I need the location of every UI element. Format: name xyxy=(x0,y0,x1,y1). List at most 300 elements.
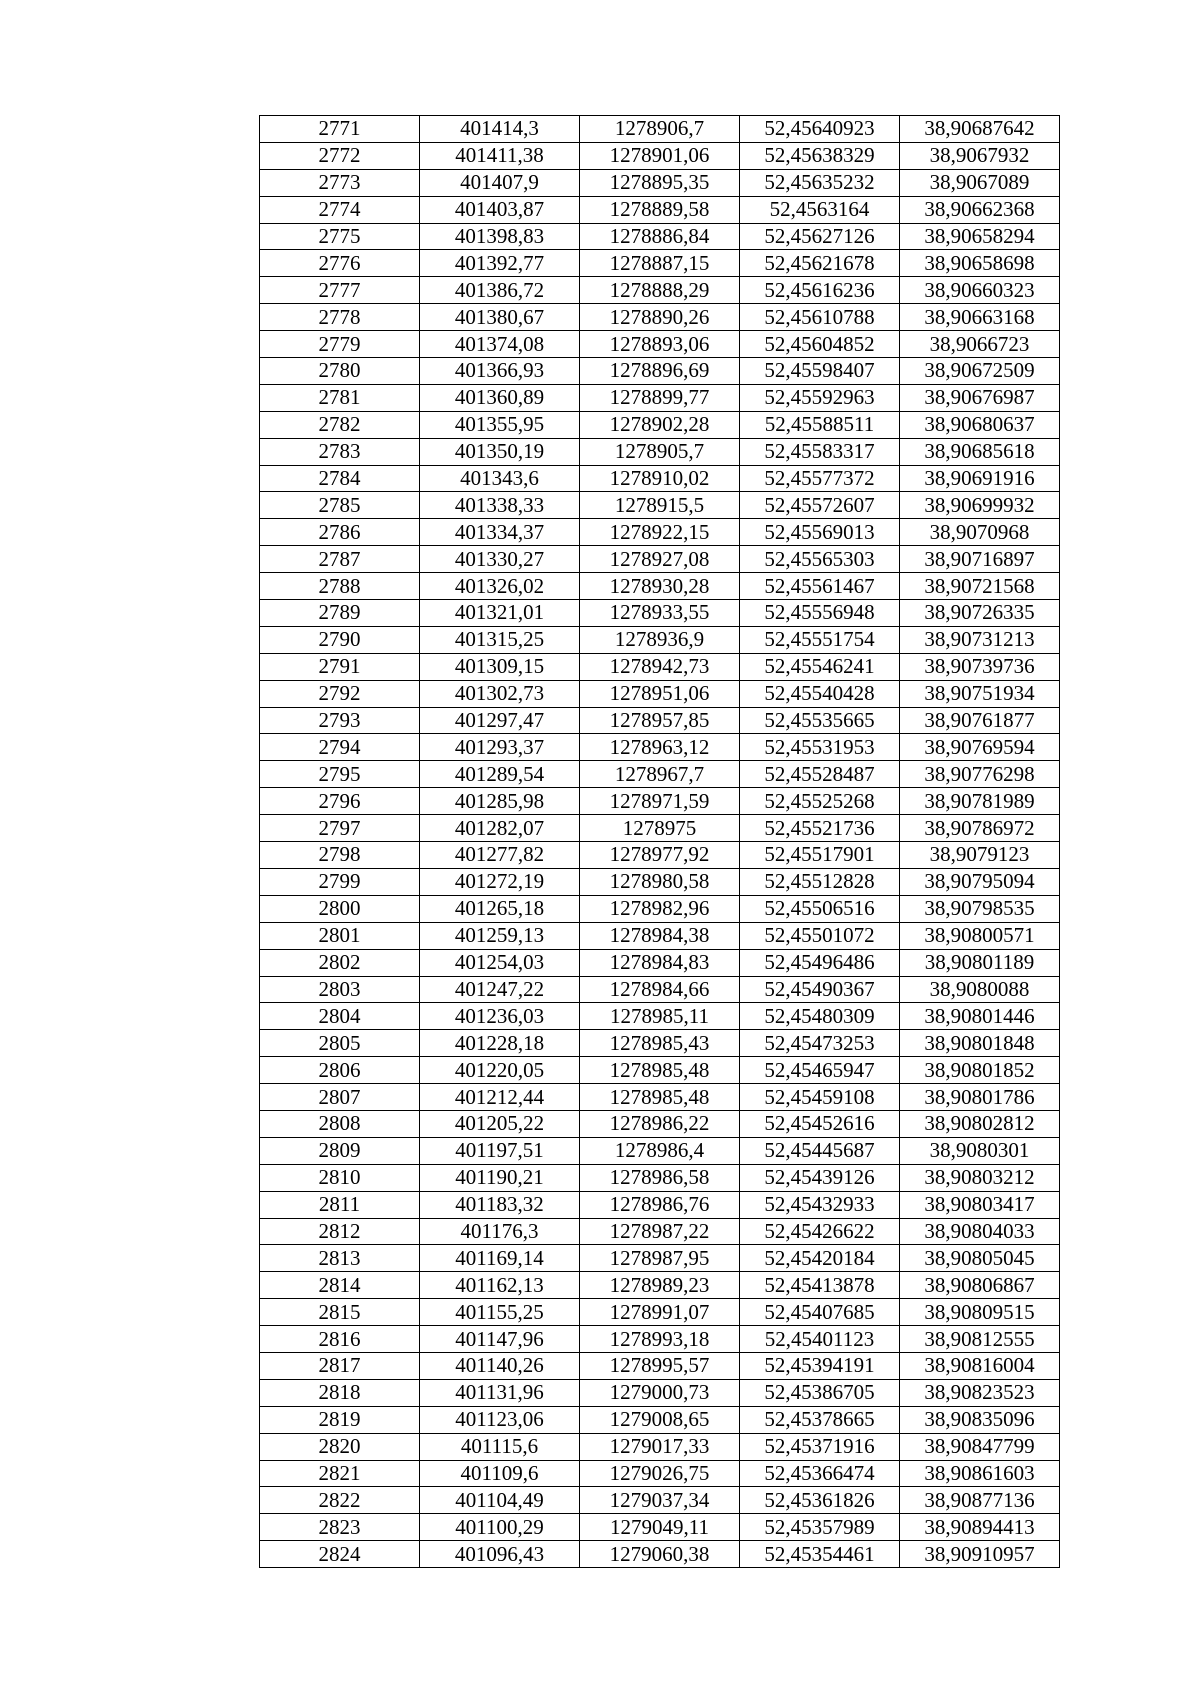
x-coordinate-cell: 401360,89 xyxy=(420,384,580,411)
longitude-cell: 38,90786972 xyxy=(900,815,1060,842)
point-number-cell: 2799 xyxy=(260,868,420,895)
longitude-cell: 38,90800571 xyxy=(900,922,1060,949)
table-row xyxy=(260,1191,1060,1218)
longitude-cell: 38,90806867 xyxy=(900,1272,1060,1299)
y-coordinate-cell: 1278989,23 xyxy=(580,1272,740,1299)
point-number-cell: 2812 xyxy=(260,1218,420,1245)
longitude-cell: 38,90801446 xyxy=(900,1003,1060,1030)
x-coordinate-cell: 401220,05 xyxy=(420,1057,580,1084)
y-coordinate-cell: 1278977,92 xyxy=(580,842,740,869)
table-row xyxy=(260,1030,1060,1057)
x-coordinate-cell: 401326,02 xyxy=(420,573,580,600)
y-coordinate-cell: 1278936,9 xyxy=(580,626,740,653)
y-coordinate-cell: 1278915,5 xyxy=(580,492,740,519)
x-coordinate-cell: 401176,3 xyxy=(420,1218,580,1245)
y-coordinate-cell: 1278896,69 xyxy=(580,358,740,385)
point-number-cell: 2805 xyxy=(260,1030,420,1057)
x-coordinate-cell: 401259,13 xyxy=(420,922,580,949)
longitude-cell: 38,90816004 xyxy=(900,1352,1060,1379)
latitude-cell: 52,45521736 xyxy=(740,815,900,842)
y-coordinate-cell: 1278906,7 xyxy=(580,116,740,143)
latitude-cell: 52,45546241 xyxy=(740,653,900,680)
y-coordinate-cell: 1278985,43 xyxy=(580,1030,740,1057)
latitude-cell: 52,45354461 xyxy=(740,1541,900,1568)
table-row xyxy=(260,1514,1060,1541)
x-coordinate-cell: 401277,82 xyxy=(420,842,580,869)
point-number-cell: 2800 xyxy=(260,895,420,922)
x-coordinate-cell: 401205,22 xyxy=(420,1110,580,1137)
x-coordinate-cell: 401247,22 xyxy=(420,976,580,1003)
point-number-cell: 2775 xyxy=(260,223,420,250)
table-row xyxy=(260,1218,1060,1245)
x-coordinate-cell: 401330,27 xyxy=(420,546,580,573)
latitude-cell: 52,45371916 xyxy=(740,1433,900,1460)
longitude-cell: 38,90801848 xyxy=(900,1030,1060,1057)
latitude-cell: 52,45394191 xyxy=(740,1352,900,1379)
y-coordinate-cell: 1278905,7 xyxy=(580,438,740,465)
point-number-cell: 2783 xyxy=(260,438,420,465)
latitude-cell: 52,45517901 xyxy=(740,842,900,869)
latitude-cell: 52,45583317 xyxy=(740,438,900,465)
longitude-cell: 38,9066723 xyxy=(900,331,1060,358)
x-coordinate-cell: 401366,93 xyxy=(420,358,580,385)
point-number-cell: 2823 xyxy=(260,1514,420,1541)
table-row xyxy=(260,1433,1060,1460)
x-coordinate-cell: 401374,08 xyxy=(420,331,580,358)
table-row xyxy=(260,573,1060,600)
point-number-cell: 2803 xyxy=(260,976,420,1003)
table-row xyxy=(260,116,1060,143)
point-number-cell: 2816 xyxy=(260,1326,420,1353)
longitude-cell: 38,9067089 xyxy=(900,169,1060,196)
x-coordinate-cell: 401350,19 xyxy=(420,438,580,465)
y-coordinate-cell: 1278887,15 xyxy=(580,250,740,277)
x-coordinate-cell: 401096,43 xyxy=(420,1541,580,1568)
longitude-cell: 38,9079123 xyxy=(900,842,1060,869)
point-number-cell: 2796 xyxy=(260,788,420,815)
point-number-cell: 2786 xyxy=(260,519,420,546)
point-number-cell: 2791 xyxy=(260,653,420,680)
x-coordinate-cell: 401236,03 xyxy=(420,1003,580,1030)
latitude-cell: 52,45357989 xyxy=(740,1514,900,1541)
longitude-cell: 38,90910957 xyxy=(900,1541,1060,1568)
table-row xyxy=(260,492,1060,519)
y-coordinate-cell: 1279017,33 xyxy=(580,1433,740,1460)
y-coordinate-cell: 1279008,65 xyxy=(580,1406,740,1433)
longitude-cell: 38,90685618 xyxy=(900,438,1060,465)
latitude-cell: 52,45577372 xyxy=(740,465,900,492)
latitude-cell: 52,45501072 xyxy=(740,922,900,949)
longitude-cell: 38,90877136 xyxy=(900,1487,1060,1514)
table-row xyxy=(260,465,1060,492)
x-coordinate-cell: 401104,49 xyxy=(420,1487,580,1514)
latitude-cell: 52,45535665 xyxy=(740,707,900,734)
x-coordinate-cell: 401212,44 xyxy=(420,1084,580,1111)
x-coordinate-cell: 401414,3 xyxy=(420,116,580,143)
table-row xyxy=(260,519,1060,546)
table-row xyxy=(260,1487,1060,1514)
longitude-cell: 38,90761877 xyxy=(900,707,1060,734)
longitude-cell: 38,90691916 xyxy=(900,465,1060,492)
x-coordinate-cell: 401392,77 xyxy=(420,250,580,277)
point-number-cell: 2778 xyxy=(260,304,420,331)
longitude-cell: 38,90798535 xyxy=(900,895,1060,922)
x-coordinate-cell: 401147,96 xyxy=(420,1326,580,1353)
longitude-cell: 38,90801852 xyxy=(900,1057,1060,1084)
table-row xyxy=(260,1057,1060,1084)
x-coordinate-cell: 401289,54 xyxy=(420,761,580,788)
longitude-cell: 38,90699932 xyxy=(900,492,1060,519)
latitude-cell: 52,45531953 xyxy=(740,734,900,761)
point-number-cell: 2814 xyxy=(260,1272,420,1299)
table-row xyxy=(260,1245,1060,1272)
x-coordinate-cell: 401197,51 xyxy=(420,1137,580,1164)
latitude-cell: 52,45592963 xyxy=(740,384,900,411)
table-row xyxy=(260,895,1060,922)
y-coordinate-cell: 1278910,02 xyxy=(580,465,740,492)
table-row xyxy=(260,1110,1060,1137)
point-number-cell: 2824 xyxy=(260,1541,420,1568)
point-number-cell: 2798 xyxy=(260,842,420,869)
longitude-cell: 38,90721568 xyxy=(900,573,1060,600)
x-coordinate-cell: 401183,32 xyxy=(420,1191,580,1218)
point-number-cell: 2780 xyxy=(260,358,420,385)
y-coordinate-cell: 1278930,28 xyxy=(580,573,740,600)
point-number-cell: 2810 xyxy=(260,1164,420,1191)
coordinates-table xyxy=(259,115,1060,1568)
point-number-cell: 2809 xyxy=(260,1137,420,1164)
latitude-cell: 52,45445687 xyxy=(740,1137,900,1164)
table-row xyxy=(260,277,1060,304)
latitude-cell: 52,45401123 xyxy=(740,1326,900,1353)
table-row xyxy=(260,196,1060,223)
y-coordinate-cell: 1278986,4 xyxy=(580,1137,740,1164)
longitude-cell: 38,90672509 xyxy=(900,358,1060,385)
x-coordinate-cell: 401265,18 xyxy=(420,895,580,922)
latitude-cell: 52,45420184 xyxy=(740,1245,900,1272)
longitude-cell: 38,90795094 xyxy=(900,868,1060,895)
latitude-cell: 52,45480309 xyxy=(740,1003,900,1030)
latitude-cell: 52,45452616 xyxy=(740,1110,900,1137)
point-number-cell: 2779 xyxy=(260,331,420,358)
point-number-cell: 2774 xyxy=(260,196,420,223)
longitude-cell: 38,90781989 xyxy=(900,788,1060,815)
longitude-cell: 38,90663168 xyxy=(900,304,1060,331)
latitude-cell: 52,4563164 xyxy=(740,196,900,223)
y-coordinate-cell: 1278890,26 xyxy=(580,304,740,331)
point-number-cell: 2777 xyxy=(260,277,420,304)
table-row xyxy=(260,304,1060,331)
longitude-cell: 38,9070968 xyxy=(900,519,1060,546)
y-coordinate-cell: 1278987,95 xyxy=(580,1245,740,1272)
x-coordinate-cell: 401297,47 xyxy=(420,707,580,734)
table-row xyxy=(260,331,1060,358)
x-coordinate-cell: 401355,95 xyxy=(420,411,580,438)
latitude-cell: 52,45366474 xyxy=(740,1460,900,1487)
longitude-cell: 38,90680637 xyxy=(900,411,1060,438)
table-row xyxy=(260,626,1060,653)
point-number-cell: 2821 xyxy=(260,1460,420,1487)
table-row xyxy=(260,358,1060,385)
table-row xyxy=(260,761,1060,788)
x-coordinate-cell: 401343,6 xyxy=(420,465,580,492)
y-coordinate-cell: 1278985,48 xyxy=(580,1057,740,1084)
x-coordinate-cell: 401228,18 xyxy=(420,1030,580,1057)
y-coordinate-cell: 1278986,58 xyxy=(580,1164,740,1191)
y-coordinate-cell: 1278991,07 xyxy=(580,1299,740,1326)
y-coordinate-cell: 1278975 xyxy=(580,815,740,842)
table-row xyxy=(260,1272,1060,1299)
x-coordinate-cell: 401272,19 xyxy=(420,868,580,895)
point-number-cell: 2790 xyxy=(260,626,420,653)
point-number-cell: 2802 xyxy=(260,949,420,976)
point-number-cell: 2793 xyxy=(260,707,420,734)
longitude-cell: 38,90847799 xyxy=(900,1433,1060,1460)
latitude-cell: 52,45565303 xyxy=(740,546,900,573)
point-number-cell: 2773 xyxy=(260,169,420,196)
point-number-cell: 2782 xyxy=(260,411,420,438)
table-row xyxy=(260,1299,1060,1326)
latitude-cell: 52,45627126 xyxy=(740,223,900,250)
y-coordinate-cell: 1278902,28 xyxy=(580,411,740,438)
table-row xyxy=(260,1406,1060,1433)
point-number-cell: 2784 xyxy=(260,465,420,492)
longitude-cell: 38,90676987 xyxy=(900,384,1060,411)
y-coordinate-cell: 1278984,66 xyxy=(580,976,740,1003)
longitude-cell: 38,90658698 xyxy=(900,250,1060,277)
point-number-cell: 2808 xyxy=(260,1110,420,1137)
longitude-cell: 38,90726335 xyxy=(900,600,1060,627)
x-coordinate-cell: 401315,25 xyxy=(420,626,580,653)
table-row xyxy=(260,1326,1060,1353)
x-coordinate-cell: 401302,73 xyxy=(420,680,580,707)
y-coordinate-cell: 1278967,7 xyxy=(580,761,740,788)
table-row xyxy=(260,1003,1060,1030)
latitude-cell: 52,45551754 xyxy=(740,626,900,653)
table-row xyxy=(260,976,1060,1003)
point-number-cell: 2772 xyxy=(260,142,420,169)
table-row xyxy=(260,1084,1060,1111)
table-row xyxy=(260,411,1060,438)
table-row xyxy=(260,1164,1060,1191)
longitude-cell: 38,90801786 xyxy=(900,1084,1060,1111)
x-coordinate-cell: 401190,21 xyxy=(420,1164,580,1191)
point-number-cell: 2818 xyxy=(260,1379,420,1406)
table-row xyxy=(260,142,1060,169)
table-row xyxy=(260,438,1060,465)
y-coordinate-cell: 1278985,11 xyxy=(580,1003,740,1030)
latitude-cell: 52,45496486 xyxy=(740,949,900,976)
longitude-cell: 38,90751934 xyxy=(900,680,1060,707)
table-row xyxy=(260,653,1060,680)
longitude-cell: 38,90803212 xyxy=(900,1164,1060,1191)
latitude-cell: 52,45572607 xyxy=(740,492,900,519)
longitude-cell: 38,9080088 xyxy=(900,976,1060,1003)
y-coordinate-cell: 1278980,58 xyxy=(580,868,740,895)
point-number-cell: 2795 xyxy=(260,761,420,788)
y-coordinate-cell: 1278985,48 xyxy=(580,1084,740,1111)
x-coordinate-cell: 401140,26 xyxy=(420,1352,580,1379)
latitude-cell: 52,45588511 xyxy=(740,411,900,438)
table-row xyxy=(260,223,1060,250)
x-coordinate-cell: 401293,37 xyxy=(420,734,580,761)
y-coordinate-cell: 1278982,96 xyxy=(580,895,740,922)
x-coordinate-cell: 401131,96 xyxy=(420,1379,580,1406)
latitude-cell: 52,45465947 xyxy=(740,1057,900,1084)
longitude-cell: 38,90823523 xyxy=(900,1379,1060,1406)
x-coordinate-cell: 401109,6 xyxy=(420,1460,580,1487)
y-coordinate-cell: 1278951,06 xyxy=(580,680,740,707)
x-coordinate-cell: 401380,67 xyxy=(420,304,580,331)
longitude-cell: 38,90804033 xyxy=(900,1218,1060,1245)
latitude-cell: 52,45528487 xyxy=(740,761,900,788)
latitude-cell: 52,45439126 xyxy=(740,1164,900,1191)
longitude-cell: 38,90812555 xyxy=(900,1326,1060,1353)
y-coordinate-cell: 1278901,06 xyxy=(580,142,740,169)
y-coordinate-cell: 1278888,29 xyxy=(580,277,740,304)
latitude-cell: 52,45525268 xyxy=(740,788,900,815)
table-row xyxy=(260,815,1060,842)
point-number-cell: 2788 xyxy=(260,573,420,600)
longitude-cell: 38,90687642 xyxy=(900,116,1060,143)
point-number-cell: 2806 xyxy=(260,1057,420,1084)
latitude-cell: 52,45621678 xyxy=(740,250,900,277)
table-row xyxy=(260,1137,1060,1164)
y-coordinate-cell: 1279049,11 xyxy=(580,1514,740,1541)
table-row xyxy=(260,788,1060,815)
longitude-cell: 38,9080301 xyxy=(900,1137,1060,1164)
latitude-cell: 52,45569013 xyxy=(740,519,900,546)
table-row xyxy=(260,1352,1060,1379)
latitude-cell: 52,45413878 xyxy=(740,1272,900,1299)
longitude-cell: 38,90835096 xyxy=(900,1406,1060,1433)
x-coordinate-cell: 401321,01 xyxy=(420,600,580,627)
table-row xyxy=(260,169,1060,196)
y-coordinate-cell: 1278886,84 xyxy=(580,223,740,250)
longitude-cell: 38,90801189 xyxy=(900,949,1060,976)
table-row xyxy=(260,546,1060,573)
point-number-cell: 2781 xyxy=(260,384,420,411)
latitude-cell: 52,45635232 xyxy=(740,169,900,196)
longitude-cell: 38,90776298 xyxy=(900,761,1060,788)
longitude-cell: 38,90803417 xyxy=(900,1191,1060,1218)
table-row xyxy=(260,734,1060,761)
longitude-cell: 38,90716897 xyxy=(900,546,1060,573)
point-number-cell: 2807 xyxy=(260,1084,420,1111)
y-coordinate-cell: 1278993,18 xyxy=(580,1326,740,1353)
latitude-cell: 52,45556948 xyxy=(740,600,900,627)
x-coordinate-cell: 401285,98 xyxy=(420,788,580,815)
point-number-cell: 2817 xyxy=(260,1352,420,1379)
y-coordinate-cell: 1278986,22 xyxy=(580,1110,740,1137)
table-row xyxy=(260,1460,1060,1487)
y-coordinate-cell: 1278986,76 xyxy=(580,1191,740,1218)
table-row xyxy=(260,1379,1060,1406)
y-coordinate-cell: 1279000,73 xyxy=(580,1379,740,1406)
point-number-cell: 2797 xyxy=(260,815,420,842)
x-coordinate-cell: 401403,87 xyxy=(420,196,580,223)
y-coordinate-cell: 1278984,83 xyxy=(580,949,740,976)
x-coordinate-cell: 401282,07 xyxy=(420,815,580,842)
table-row xyxy=(260,1541,1060,1568)
point-number-cell: 2820 xyxy=(260,1433,420,1460)
y-coordinate-cell: 1279060,38 xyxy=(580,1541,740,1568)
x-coordinate-cell: 401162,13 xyxy=(420,1272,580,1299)
coordinates-table-body xyxy=(260,116,1060,1568)
y-coordinate-cell: 1278971,59 xyxy=(580,788,740,815)
latitude-cell: 52,45378665 xyxy=(740,1406,900,1433)
table-row xyxy=(260,949,1060,976)
latitude-cell: 52,45490367 xyxy=(740,976,900,1003)
longitude-cell: 38,90805045 xyxy=(900,1245,1060,1272)
x-coordinate-cell: 401309,15 xyxy=(420,653,580,680)
point-number-cell: 2785 xyxy=(260,492,420,519)
latitude-cell: 52,45386705 xyxy=(740,1379,900,1406)
y-coordinate-cell: 1278889,58 xyxy=(580,196,740,223)
longitude-cell: 38,90739736 xyxy=(900,653,1060,680)
point-number-cell: 2771 xyxy=(260,116,420,143)
x-coordinate-cell: 401169,14 xyxy=(420,1245,580,1272)
point-number-cell: 2789 xyxy=(260,600,420,627)
y-coordinate-cell: 1278927,08 xyxy=(580,546,740,573)
point-number-cell: 2811 xyxy=(260,1191,420,1218)
latitude-cell: 52,45473253 xyxy=(740,1030,900,1057)
x-coordinate-cell: 401155,25 xyxy=(420,1299,580,1326)
latitude-cell: 52,45361826 xyxy=(740,1487,900,1514)
longitude-cell: 38,90769594 xyxy=(900,734,1060,761)
latitude-cell: 52,45432933 xyxy=(740,1191,900,1218)
latitude-cell: 52,45604852 xyxy=(740,331,900,358)
table-row xyxy=(260,842,1060,869)
y-coordinate-cell: 1278895,35 xyxy=(580,169,740,196)
y-coordinate-cell: 1278922,15 xyxy=(580,519,740,546)
table-row xyxy=(260,250,1060,277)
latitude-cell: 52,45598407 xyxy=(740,358,900,385)
y-coordinate-cell: 1279026,75 xyxy=(580,1460,740,1487)
table-row xyxy=(260,384,1060,411)
latitude-cell: 52,45426622 xyxy=(740,1218,900,1245)
latitude-cell: 52,45561467 xyxy=(740,573,900,600)
table-row xyxy=(260,707,1060,734)
longitude-cell: 38,90809515 xyxy=(900,1299,1060,1326)
latitude-cell: 52,45512828 xyxy=(740,868,900,895)
point-number-cell: 2794 xyxy=(260,734,420,761)
point-number-cell: 2822 xyxy=(260,1487,420,1514)
longitude-cell: 38,90660323 xyxy=(900,277,1060,304)
x-coordinate-cell: 401398,83 xyxy=(420,223,580,250)
longitude-cell: 38,90802812 xyxy=(900,1110,1060,1137)
x-coordinate-cell: 401115,6 xyxy=(420,1433,580,1460)
y-coordinate-cell: 1278893,06 xyxy=(580,331,740,358)
y-coordinate-cell: 1278987,22 xyxy=(580,1218,740,1245)
point-number-cell: 2815 xyxy=(260,1299,420,1326)
y-coordinate-cell: 1278899,77 xyxy=(580,384,740,411)
longitude-cell: 38,9067932 xyxy=(900,142,1060,169)
latitude-cell: 52,45616236 xyxy=(740,277,900,304)
latitude-cell: 52,45640923 xyxy=(740,116,900,143)
y-coordinate-cell: 1278984,38 xyxy=(580,922,740,949)
longitude-cell: 38,90662368 xyxy=(900,196,1060,223)
x-coordinate-cell: 401254,03 xyxy=(420,949,580,976)
longitude-cell: 38,90861603 xyxy=(900,1460,1060,1487)
table-row xyxy=(260,922,1060,949)
point-number-cell: 2819 xyxy=(260,1406,420,1433)
table-row xyxy=(260,680,1060,707)
y-coordinate-cell: 1278963,12 xyxy=(580,734,740,761)
x-coordinate-cell: 401338,33 xyxy=(420,492,580,519)
x-coordinate-cell: 401100,29 xyxy=(420,1514,580,1541)
longitude-cell: 38,90658294 xyxy=(900,223,1060,250)
